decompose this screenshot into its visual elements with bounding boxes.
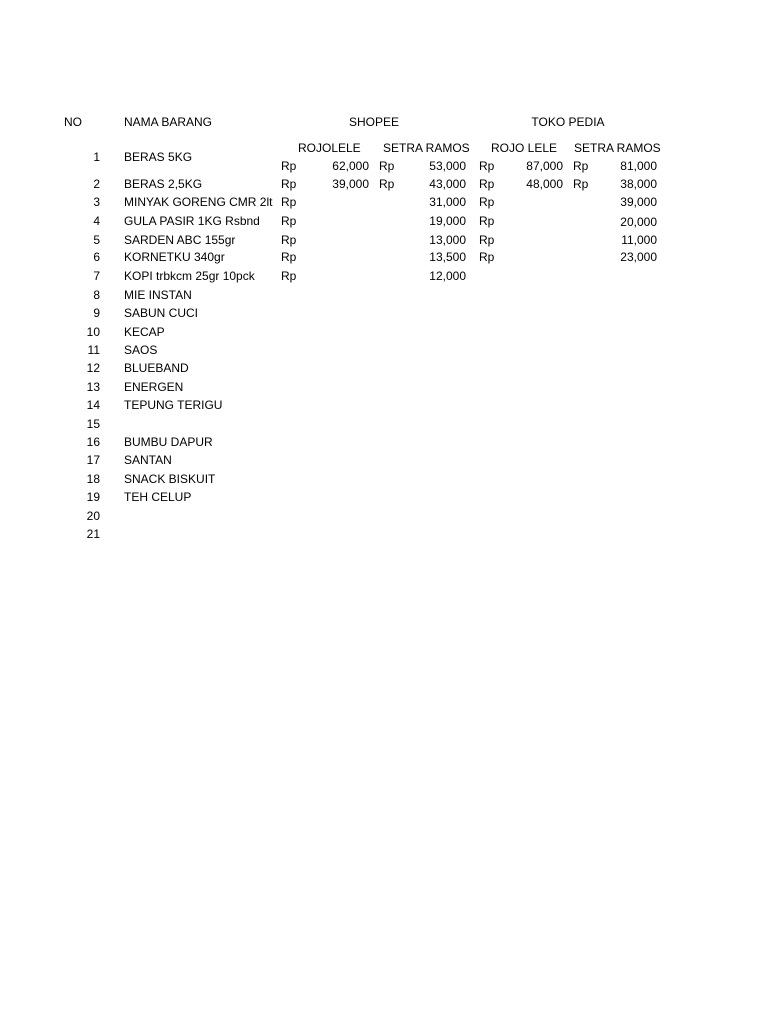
item-name: GULA PASIR 1KG Rsbnd xyxy=(124,214,260,228)
row-number: 15 xyxy=(86,417,100,431)
currency-label: Rp xyxy=(281,177,297,191)
currency-label: Rp xyxy=(573,159,589,173)
item-name: KOPI trbkcm 25gr 10pck xyxy=(124,269,255,283)
price-value-s-setra: 43,000 xyxy=(429,177,466,191)
price-value-t-setra: 23,000 xyxy=(620,250,657,264)
currency-label: Rp xyxy=(281,195,297,209)
currency-label: Rp xyxy=(379,159,395,173)
row-number: 17 xyxy=(86,453,100,467)
currency-label: Rp xyxy=(479,177,495,191)
item-name: BERAS 2,5KG xyxy=(124,177,203,191)
item-name: BUMBU DAPUR xyxy=(124,435,213,449)
item-name: SARDEN ABC 155gr xyxy=(124,233,236,247)
price-value-s-setra: 13,500 xyxy=(429,250,466,264)
row-number: 12 xyxy=(86,361,100,375)
item-name: SAOS xyxy=(124,343,158,357)
subheader-shopee-setra-ramos: SETRA RAMOS xyxy=(383,141,470,155)
price-value-s-setra: 31,000 xyxy=(429,195,466,209)
item-name: SANTAN xyxy=(124,453,172,467)
price-value-t-rojo: 48,000 xyxy=(526,177,563,191)
item-name: MINYAK GORENG CMR 2lt xyxy=(124,195,273,209)
header-nama-barang: NAMA BARANG xyxy=(124,115,213,129)
currency-label: Rp xyxy=(479,214,495,228)
price-value-t-setra: 38,000 xyxy=(620,177,657,191)
price-value-s-setra: 13,000 xyxy=(429,233,466,247)
currency-label: Rp xyxy=(281,159,297,173)
item-name: ENERGEN xyxy=(124,380,184,394)
currency-label: Rp xyxy=(379,177,395,191)
row-number: 9 xyxy=(93,306,100,320)
row-number: 1 xyxy=(93,150,100,164)
price-value-t-setra: 20,000 xyxy=(620,215,657,229)
row-number: 7 xyxy=(93,269,100,283)
price-value-s-rojo: 62,000 xyxy=(332,159,369,173)
item-name: MIE INSTAN xyxy=(124,288,192,302)
row-number: 8 xyxy=(93,288,100,302)
header-tokopedia: TOKO PEDIA xyxy=(531,115,605,129)
subheader-shopee-rojolele: ROJOLELE xyxy=(298,141,361,155)
price-value-s-setra: 19,000 xyxy=(429,214,466,228)
row-number: 6 xyxy=(93,250,100,264)
item-name: TEPUNG TERIGU xyxy=(124,398,223,412)
row-number: 19 xyxy=(86,490,100,504)
row-number: 13 xyxy=(86,380,100,394)
subheader-tokopedia-rojo-lele: ROJO LELE xyxy=(491,141,558,155)
price-value-s-setra: 12,000 xyxy=(429,269,466,283)
row-number: 21 xyxy=(86,527,100,541)
price-value-t-setra: 11,000 xyxy=(621,233,657,247)
currency-label: Rp xyxy=(281,233,297,247)
currency-label: Rp xyxy=(281,269,297,283)
row-number: 20 xyxy=(86,509,100,523)
item-name: SNACK BISKUIT xyxy=(124,472,216,486)
price-value-t-setra: 81,000 xyxy=(620,159,657,173)
item-name: KECAP xyxy=(124,325,165,339)
currency-label: Rp xyxy=(479,159,495,173)
item-name: KORNETKU 340gr xyxy=(124,250,225,264)
row-number: 10 xyxy=(86,325,100,339)
header-no: NO xyxy=(64,115,82,129)
price-value-t-rojo: 87,000 xyxy=(526,159,563,173)
row-number: 4 xyxy=(93,214,100,228)
row-number: 14 xyxy=(86,398,100,412)
item-name: BERAS 5KG xyxy=(124,150,193,164)
currency-label: Rp xyxy=(479,195,495,209)
subheader-tokopedia-setra-ramos: SETRA RAMOS xyxy=(574,141,661,155)
item-name: TEH CELUP xyxy=(124,490,192,504)
price-value-s-rojo: 39,000 xyxy=(332,177,369,191)
row-number: 3 xyxy=(93,195,100,209)
price-value-t-setra: 39,000 xyxy=(620,195,657,209)
currency-label: Rp xyxy=(479,233,495,247)
row-number: 2 xyxy=(93,177,100,191)
item-name: BLUEBAND xyxy=(124,361,189,375)
currency-label: Rp xyxy=(479,250,495,264)
item-name: SABUN CUCI xyxy=(124,306,199,320)
price-value-s-setra: 53,000 xyxy=(429,159,466,173)
currency-label: Rp xyxy=(573,177,589,191)
row-number: 18 xyxy=(86,472,100,486)
header-shopee: SHOPEE xyxy=(348,115,399,129)
row-number: 16 xyxy=(86,435,100,449)
currency-label: Rp xyxy=(281,214,297,228)
row-number: 11 xyxy=(87,343,100,357)
currency-label: Rp xyxy=(281,250,297,264)
row-number: 5 xyxy=(93,233,100,247)
